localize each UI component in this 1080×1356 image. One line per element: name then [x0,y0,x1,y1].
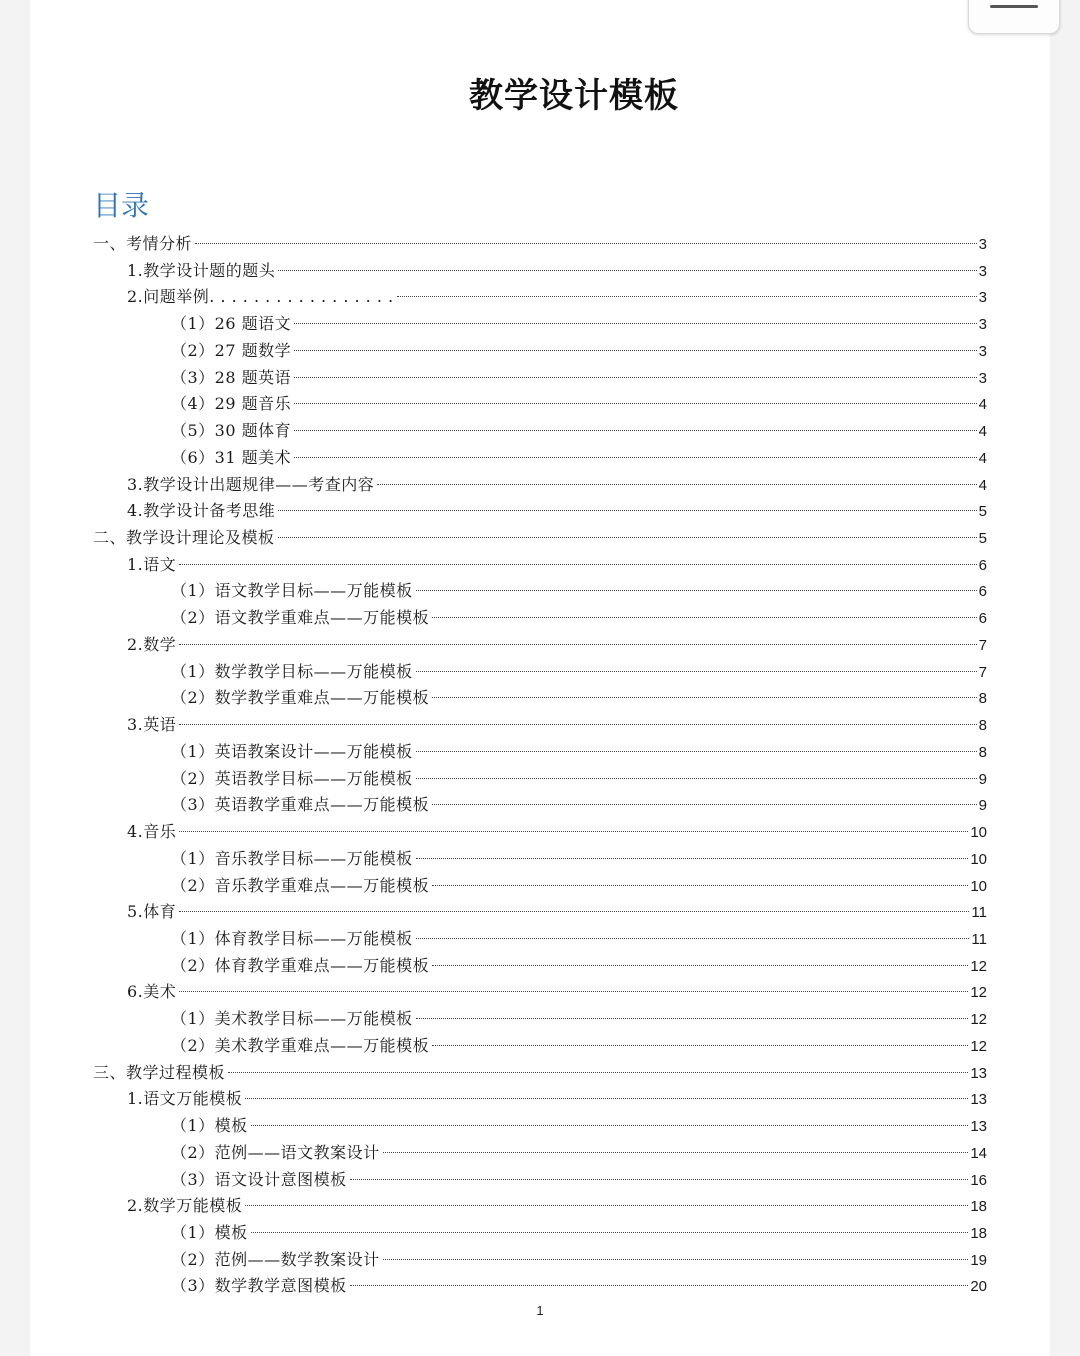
toc-entry-label: 1.语文 [127,554,177,574]
toc-entry-label: （3）28 题英语 [171,367,292,387]
toc-entry[interactable] [127,552,987,578]
toc-dot-leader [251,1232,969,1233]
toc-entry[interactable] [171,445,987,471]
toc-entry-label: （3）英语教学重难点——万能模板 [171,795,430,815]
toc-entry-label: （2）范例——数学教案设计 [171,1249,380,1269]
toc-entry-label: （5）30 题体育 [171,421,292,441]
toc-entry-label: 3.教学设计出题规律——考查内容 [127,474,375,494]
toc-dot-leader [228,1072,968,1073]
toc-entry-label: （2）范例——语文教案设计 [171,1142,380,1162]
toc-dot-leader [350,1285,969,1286]
toc-entry-page: 4 [978,476,987,494]
toc-dot-leader [294,323,977,324]
toc-entry[interactable] [171,1140,987,1166]
toc-entry-label: （1）体育教学目标——万能模板 [171,928,413,948]
toc-entry-page: 14 [970,1144,987,1162]
toc-entry[interactable] [171,846,987,872]
toc-entry[interactable] [171,418,987,444]
toc-dot-leader [179,911,969,912]
toc-dot-leader [416,671,977,672]
toc-entry-page: 4 [978,396,987,414]
menu-icon [990,5,1038,8]
toc-entry-label: （1）音乐教学目标——万能模板 [171,848,413,868]
toc-dot-leader [278,537,977,538]
toc-entry-page: 12 [970,984,987,1002]
toc-entry[interactable] [171,1113,987,1139]
toc-dot-leader [416,1018,969,1019]
toc-entry[interactable] [93,1060,987,1086]
document-title: 教学设计模板 [469,76,679,116]
toc-dot-leader [416,778,977,779]
toc-entry-page: 12 [970,1037,987,1055]
toc-entry-label: （2）音乐教学重难点——万能模板 [171,875,430,895]
toc-entry-page: 12 [970,1011,987,1029]
toc-dot-leader [294,403,977,404]
toc-dot-leader [179,831,968,832]
toc-entry-label: （1）美术教学目标——万能模板 [171,1009,413,1029]
toc-entry-page: 6 [978,610,987,628]
toc-entry[interactable] [93,231,987,257]
toc-entry-label: （2）数学教学重难点——万能模板 [171,688,430,708]
toc-entry-page: 13 [970,1064,987,1082]
toc-entry[interactable] [127,284,987,310]
toc-entry-page: 10 [970,850,987,868]
toc-entry-label: （1）数学教学目标——万能模板 [171,661,413,681]
toc-entry-label: （2）美术教学重难点——万能模板 [171,1035,430,1055]
toc-dot-leader [294,430,977,431]
toc-entry[interactable] [171,578,987,604]
toc-entry[interactable] [127,979,987,1005]
toc-entry[interactable] [127,1193,987,1219]
toc-entry-page: 11 [971,904,987,922]
toc-entry-label: （1）语文教学目标——万能模板 [171,581,413,601]
toc-entry-label: （6）31 题美术 [171,447,292,467]
toc-entry-label: （4）29 题音乐 [171,394,292,414]
toc-entry-label: （1）26 题语文 [171,314,292,334]
toc-entry[interactable] [171,1220,987,1246]
toc-entry-page: 9 [978,797,987,815]
toc-entry-page: 5 [978,503,987,521]
toc-entry-label: 3.英语 [127,715,177,735]
toc-entry[interactable] [127,712,987,738]
toc-entry-label: 2.数学 [127,634,177,654]
toc-entry-label: 1.语文万能模板 [127,1089,243,1109]
toc-entry-page: 18 [970,1225,987,1242]
toc-dot-leader [278,510,976,511]
toc-dot-leader [245,1098,968,1099]
toc-entry[interactable] [127,498,987,524]
toc-entry[interactable] [171,605,987,631]
toc-dot-leader [294,350,977,351]
toc-entry[interactable] [171,1033,987,1059]
toc-entry[interactable] [93,525,987,551]
toc-dot-leader [432,697,976,698]
toc-dot-leader [416,938,970,939]
toc-entry[interactable] [171,766,987,792]
toc-entry[interactable] [171,1273,987,1299]
toc-dot-leader [432,885,968,886]
toc-dot-leader [179,991,968,992]
toc-dot-leader [245,1205,968,1206]
toc-entry-page: 12 [970,957,987,975]
toc-entry-page: 11 [971,930,987,948]
toc-entry-page: 13 [970,1091,987,1109]
toc-entry-label: （1）模板 [171,1223,248,1242]
toc-entry-label: 4.教学设计备考思维 [127,501,276,521]
page-number: 1 [536,1303,544,1318]
toc-dot-leader [350,1179,969,1180]
toc-entry[interactable] [171,1006,987,1032]
toc-entry[interactable] [171,953,987,979]
toc-entry[interactable] [127,899,987,925]
toc-entry-label: 2.数学万能模板 [127,1196,243,1216]
toc-entry-page: 3 [978,236,987,253]
toc-entry-label: 5.体育 [127,902,177,922]
toc-entry[interactable] [127,472,987,498]
toc-dot-leader [179,724,976,725]
toc-entry-page: 10 [970,824,987,842]
toc-entry-page: 4 [978,449,987,467]
toc-entry[interactable] [171,338,987,364]
toc-entry-label: （3）语文设计意图模板 [171,1169,347,1189]
toc-entry-page: 3 [978,342,987,360]
toc-entry[interactable] [127,632,987,658]
toc-dot-leader [294,377,977,378]
toc-entry-page: 8 [978,690,987,708]
toc-dot-leader [179,644,976,645]
toc-entry-page: 4 [978,423,987,441]
toc-dot-leader [432,1045,968,1046]
toc-entry[interactable] [171,926,987,952]
toc-entry-page: 9 [978,770,987,788]
toc-entry-page: 19 [970,1251,987,1269]
toc-entry[interactable] [171,1167,987,1193]
toc-entry-label: （3）数学教学意图模板 [171,1276,347,1296]
toc-entry[interactable] [171,1247,987,1273]
toc-entry-page: 10 [970,877,987,895]
toc-dot-leader [278,270,976,271]
toc-dot-leader [397,296,977,297]
toc-entry-label: （2）体育教学重难点——万能模板 [171,955,430,975]
toc-entry-label: 二、教学设计理论及模板 [93,528,275,548]
toc-entry[interactable] [127,1086,987,1112]
toc-entry-label: （1）模板 [171,1116,248,1136]
toc-entry-page: 3 [978,262,987,280]
toc-entry-page: 3 [978,316,987,334]
toc-entry[interactable] [127,819,987,845]
toc-dot-leader [179,564,976,565]
toc-entry[interactable] [127,258,987,284]
toc-dot-leader [294,457,977,458]
toc-entry-label: 三、教学过程模板 [93,1062,226,1082]
toc-dot-leader [251,1125,969,1126]
toc-entry-page: 8 [978,743,987,761]
toc-entry-page: 6 [978,556,987,574]
toc-entry-label: 2.问题举例. . . . . . . . . . . . . . . . . [127,287,394,307]
toc-entry-page: 7 [978,636,987,654]
toc-entry-label: 一、考情分析 [93,234,193,253]
toc-entry[interactable] [171,685,987,711]
toc-entry-label: 4.音乐 [127,822,177,842]
toc-entry-page: 3 [978,369,987,387]
toc-entry-page: 5 [978,530,987,548]
toc-dot-leader [377,484,976,485]
toc-dot-leader [195,243,977,244]
toc-dot-leader [432,804,976,805]
toc-entry-label: （2）语文教学重难点——万能模板 [171,608,430,628]
toc-dot-leader [383,1259,969,1260]
toc-dot-leader [432,617,976,618]
toc-entry-page: 3 [978,289,987,307]
toc-entry-page: 13 [970,1118,987,1136]
toc-entry-page: 16 [970,1171,987,1189]
toc-entry-page: 18 [970,1198,987,1216]
toc-entry[interactable] [171,365,987,391]
toc-entry[interactable] [171,391,987,417]
toc-dot-leader [416,858,969,859]
toc-entry-page: 6 [978,583,987,601]
toc-entry-page: 8 [978,717,987,735]
toc-entry[interactable] [171,659,987,685]
toc-dot-leader [416,590,977,591]
toc-entry[interactable] [171,873,987,899]
toc-dot-leader [416,751,977,752]
menu-button[interactable] [968,0,1060,34]
toc-entry[interactable] [171,792,987,818]
toc-dot-leader [383,1152,969,1153]
toc-entry-label: （2）英语教学目标——万能模板 [171,768,413,788]
toc-entry-page: 20 [970,1278,987,1296]
toc-entry[interactable] [171,739,987,765]
toc-entry-label: 1.教学设计题的题头 [127,260,276,280]
toc-entry-label: 6.美术 [127,982,177,1002]
toc-heading: 目录 [93,189,150,222]
toc-entry-label: （1）英语教案设计——万能模板 [171,741,413,761]
toc-entry-label: （2）27 题数学 [171,340,292,360]
toc-dot-leader [432,965,968,966]
toc-entry[interactable] [171,311,987,337]
toc-entry-page: 7 [978,663,987,681]
